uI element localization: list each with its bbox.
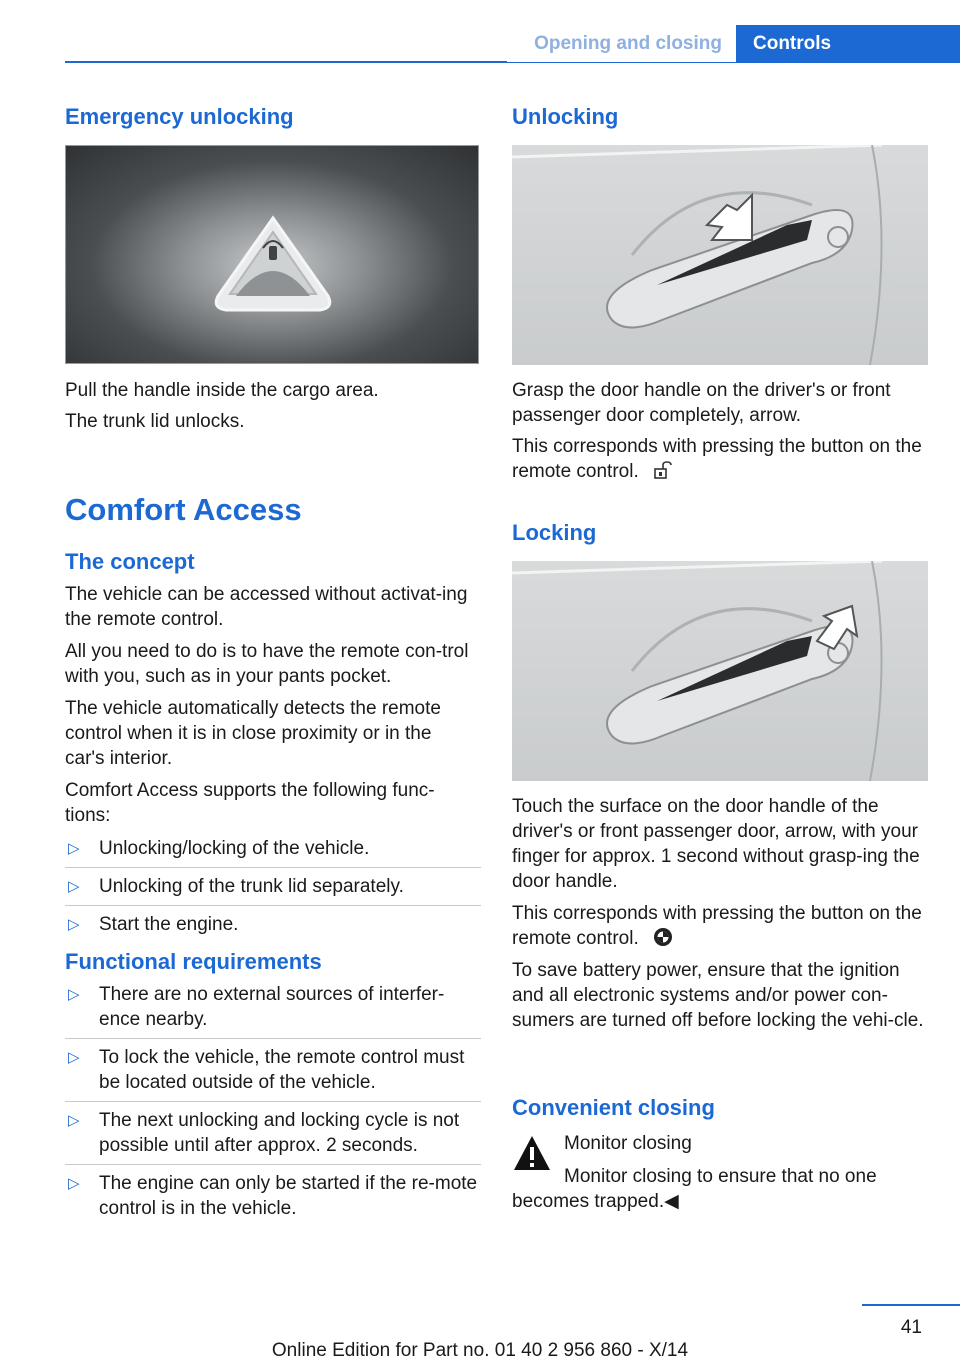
list-item: ▷ Start the engine. <box>68 914 239 935</box>
lock-button-icon <box>652 927 674 947</box>
list-divider <box>65 905 481 906</box>
concept-paragraph-2: All you need to do is to have the remote con‐trol with you, such as in your pants pocket. <box>65 641 469 687</box>
triangle-bullet-icon: ▷ <box>68 916 80 933</box>
triangle-bullet-icon: ▷ <box>68 1175 80 1192</box>
triangle-bullet-icon: ▷ <box>68 878 80 895</box>
emergency-step-1: Pull the handle inside the cargo area. <box>65 380 379 401</box>
emergency-step-2: The trunk lid unlocks. <box>65 411 245 432</box>
requirements-heading: Functional requirements <box>65 949 322 974</box>
list-item: ▷ Unlocking of the trunk lid separately. <box>68 876 404 897</box>
chapter-tab[interactable] <box>736 25 960 62</box>
warning-text-end: becomes trapped.◀ <box>512 1191 679 1212</box>
list-item: ▷ Unlocking/locking of the vehicle. <box>68 838 370 859</box>
footer-rule <box>862 1304 960 1306</box>
list-item: ▷ The engine can only be started if the re‐mote control is in the vehicle. <box>68 1173 478 1219</box>
door-handle-unlock-illustration <box>512 145 928 365</box>
list-divider <box>65 1164 481 1165</box>
door-handle-unlock-figure <box>512 145 928 365</box>
locking-paragraph-1: Touch the surface on the door handle of the driver's or front passenger door, arrow, with your finger for approx. 1 second without grasp‐ing the door handle. <box>512 796 920 892</box>
locking-heading: Locking <box>512 520 597 545</box>
requirements-list <box>65 982 481 1221</box>
triangle-bullet-icon: ▷ <box>68 840 80 857</box>
unlock-button-icon <box>652 461 676 479</box>
list-item: ▷ The next unlocking and locking cycle is not possible until after approx. 2 seconds. <box>68 1110 460 1156</box>
comfort-access-title: Comfort Access <box>65 492 302 527</box>
section-tab-label: Opening and closing <box>534 32 722 54</box>
trunk-release-figure <box>65 145 479 364</box>
functions-list <box>65 836 481 937</box>
emergency-heading: Emergency unlocking <box>65 104 294 129</box>
door-handle-lock-figure <box>512 561 928 781</box>
triangle-bullet-icon: ▷ <box>68 1049 80 1066</box>
unlocking-heading: Unlocking <box>512 104 619 129</box>
arrow-icon <box>707 195 752 240</box>
triangle-bullet-icon: ▷ <box>68 986 80 1003</box>
page-number: 41 <box>900 1317 922 1338</box>
list-divider <box>65 867 481 868</box>
concept-paragraph-1: The vehicle can be accessed without activat‐ing the remote control. <box>65 584 468 630</box>
warning-title: Monitor closing <box>564 1133 692 1154</box>
locking-paragraph-2: This corresponds with pressing the button on the remote control. <box>512 903 922 949</box>
locking-paragraph-3: To save battery power, ensure that the ignition and all electronic systems and/or power con‐sumers are turned off before locking the vehi‐cle. <box>512 960 924 1031</box>
chapter-tab-label: Controls <box>753 32 832 54</box>
convenient-closing-heading: Convenient closing <box>512 1095 715 1120</box>
unlocking-paragraph-1: Grasp the door handle on the driver's or front passenger door completely, arrow. <box>512 380 891 426</box>
trunk-release-handle-icon <box>66 146 479 364</box>
concept-heading: The concept <box>65 549 195 574</box>
door-handle-lock-illustration <box>512 561 928 781</box>
list-divider <box>65 1101 481 1102</box>
triangle-bullet-icon: ▷ <box>68 1112 80 1129</box>
section-tab[interactable] <box>507 25 736 62</box>
concept-paragraph-4: Comfort Access supports the following func‐tions: <box>65 780 435 826</box>
edition-note: Online Edition for Part no. 01 40 2 956 860 - X/14 <box>271 1340 689 1361</box>
list-divider <box>65 1038 481 1039</box>
list-item: ▷ There are no external sources of interfer‐ence nearby. <box>68 984 445 1030</box>
concept-paragraph-3: The vehicle automatically detects the remote control when it is in close proximity or in the car's interior. <box>65 698 441 769</box>
list-item: ▷ To lock the vehicle, the remote control must be located outside of the vehicle. <box>68 1047 465 1093</box>
unlocking-paragraph-2: This corresponds with pressing the button on the remote control. <box>512 436 922 482</box>
warning-text: Monitor closing to ensure that no one <box>564 1166 877 1187</box>
warning-icon <box>512 1133 552 1173</box>
